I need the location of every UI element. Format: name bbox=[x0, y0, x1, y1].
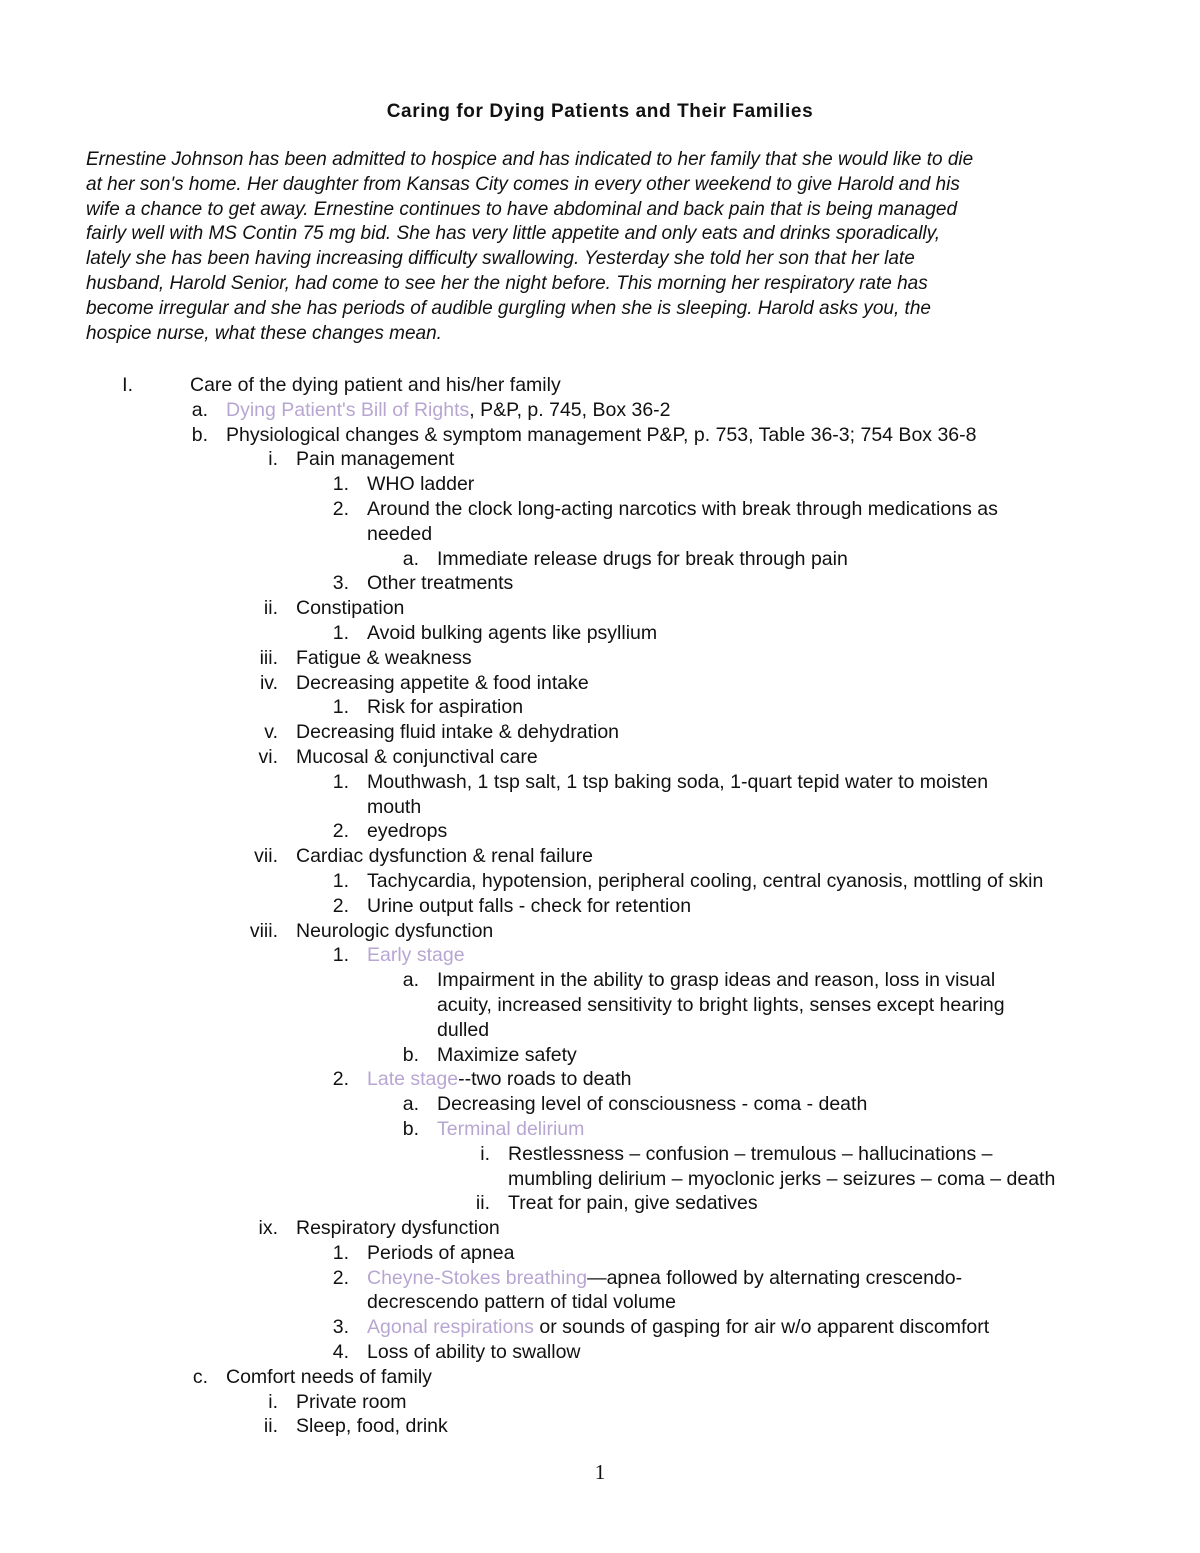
outline-text bbox=[367, 1266, 962, 1291]
outline-text bbox=[367, 894, 691, 919]
outline-text-part: Mucosal & conjunctival care bbox=[296, 745, 538, 768]
outline-item bbox=[0, 621, 1200, 646]
outline-item bbox=[0, 894, 1200, 919]
outline-item bbox=[0, 720, 1200, 745]
page-number: 1 bbox=[594, 1460, 606, 1484]
outline-text-part: , P&P, p. 745, Box 36-2 bbox=[469, 398, 671, 421]
outline-marker: 3. bbox=[332, 1316, 349, 1339]
outline-marker: 1. bbox=[332, 621, 349, 644]
outline-text bbox=[296, 646, 472, 671]
outline-text-part: Neurologic dysfunction bbox=[296, 919, 494, 942]
outline-item bbox=[0, 497, 1200, 522]
outline-item bbox=[0, 1167, 1200, 1192]
outline-item bbox=[0, 919, 1200, 944]
outline-item bbox=[0, 1117, 1200, 1142]
outline-item bbox=[0, 1067, 1200, 1092]
outline-item bbox=[0, 795, 1200, 820]
outline-text bbox=[296, 919, 493, 944]
outline-marker: 1. bbox=[332, 869, 349, 892]
outline-text-part: acuity, increased sensitivity to bright lights, senses except hearing bbox=[437, 993, 1005, 1016]
outline-item bbox=[0, 646, 1200, 671]
outline-item bbox=[0, 1414, 1200, 1439]
outline-text-part: Loss of ability to swallow bbox=[367, 1341, 581, 1364]
outline-item bbox=[0, 745, 1200, 770]
outline-item bbox=[0, 1340, 1200, 1365]
outline-item bbox=[0, 596, 1200, 621]
outline-item bbox=[0, 695, 1200, 720]
outline-item bbox=[0, 423, 1200, 448]
outline-marker: iv. bbox=[259, 671, 278, 694]
outline-text bbox=[437, 1043, 577, 1068]
outline-text bbox=[367, 1290, 676, 1315]
outline-text bbox=[367, 943, 465, 968]
outline-marker: 1. bbox=[332, 770, 349, 793]
highlighted-term: Early stage bbox=[367, 944, 465, 967]
outline-text-part: —apnea followed by alternating crescendo- bbox=[587, 1266, 963, 1289]
outline-text bbox=[296, 671, 589, 696]
outline-text-part: Restlessness – confusion – tremulous – hallucinations – bbox=[508, 1142, 993, 1165]
outline-item bbox=[0, 447, 1200, 472]
outline-text-part: Pain management bbox=[296, 448, 455, 471]
outline-text bbox=[437, 1117, 584, 1142]
outline-text bbox=[296, 447, 454, 472]
outline-text-part: mumbling delirium – myoclonic jerks – seizures – coma – death bbox=[508, 1167, 1056, 1190]
outline-text bbox=[296, 596, 404, 621]
outline-marker: 2. bbox=[332, 1266, 349, 1289]
outline-text bbox=[296, 1216, 500, 1241]
outline-item bbox=[0, 1315, 1200, 1340]
outline-item bbox=[0, 1390, 1200, 1415]
outline-item bbox=[0, 819, 1200, 844]
outline-text-part: Decreasing fluid intake & dehydration bbox=[296, 721, 620, 744]
outline-item bbox=[0, 1290, 1200, 1315]
intro-line: hospice nurse, what these changes mean. bbox=[86, 322, 442, 344]
outline-text bbox=[437, 1018, 489, 1043]
outline-text-part: eyedrops bbox=[367, 820, 448, 843]
outline-text bbox=[437, 993, 1005, 1018]
outline-marker: 2. bbox=[332, 894, 349, 917]
outline-marker: ii. bbox=[263, 1415, 278, 1438]
outline-text bbox=[508, 1191, 758, 1216]
highlighted-term: Dying Patient's Bill of Rights bbox=[226, 398, 470, 421]
outline-marker: viii. bbox=[249, 919, 278, 942]
outline-marker: 4. bbox=[332, 1341, 349, 1364]
outline-text-part: Cardiac dysfunction & renal failure bbox=[296, 845, 593, 868]
outline-text-part: mouth bbox=[367, 795, 422, 818]
outline-marker: 1. bbox=[332, 473, 349, 496]
outline-item bbox=[0, 671, 1200, 696]
outline-item bbox=[0, 770, 1200, 795]
outline-item bbox=[0, 1216, 1200, 1241]
outline-text-part: Mouthwash, 1 tsp salt, 1 tsp baking soda, 1-quart tepid water to moisten bbox=[367, 770, 989, 793]
outline-text-part: Constipation bbox=[296, 597, 405, 620]
outline-marker: a. bbox=[402, 1093, 419, 1116]
outline-text-part: Decreasing appetite & food intake bbox=[296, 671, 589, 694]
outline-text bbox=[296, 1414, 448, 1439]
outline-text-part: Care of the dying patient and his/her family bbox=[190, 374, 561, 396]
outline-text-part: Tachycardia, hypotension, peripheral cooling, central cyanosis, mottling of skin bbox=[367, 869, 1044, 892]
outline-text-part: Impairment in the ability to grasp ideas and reason, loss in visual bbox=[437, 969, 996, 992]
outline-item bbox=[0, 522, 1200, 547]
outline-text bbox=[367, 770, 988, 795]
outline-text bbox=[367, 472, 474, 497]
outline-text bbox=[367, 571, 513, 596]
outline-marker: I. bbox=[122, 374, 133, 396]
outline-text bbox=[367, 695, 523, 720]
outline-item bbox=[0, 943, 1200, 968]
outline-text-part: Physiological changes & symptom management P&P, p. 753, Table 36-3; 754 Box 36-8 bbox=[226, 423, 977, 446]
outline-item bbox=[0, 1043, 1200, 1068]
outline-marker: vii. bbox=[254, 845, 278, 868]
outline-text bbox=[226, 398, 671, 423]
outline-item bbox=[0, 1142, 1200, 1167]
outline-text bbox=[367, 1241, 514, 1266]
outline-item bbox=[0, 968, 1200, 993]
outline-item bbox=[0, 869, 1200, 894]
outline-marker: 1. bbox=[332, 1241, 349, 1264]
outline-marker: b. bbox=[402, 1043, 419, 1066]
outline-text bbox=[296, 1390, 407, 1415]
outline-text bbox=[367, 1315, 989, 1340]
outline-text-part: Immediate release drugs for break through pain bbox=[437, 547, 848, 570]
outline-marker: b. bbox=[402, 1117, 419, 1140]
outline-text bbox=[437, 547, 848, 572]
outline-marker: vi. bbox=[258, 745, 278, 768]
outline-item bbox=[0, 472, 1200, 497]
outline-marker: a. bbox=[402, 547, 419, 570]
highlighted-term: Late stage bbox=[367, 1068, 459, 1091]
outline-text-part: Treat for pain, give sedatives bbox=[508, 1192, 758, 1215]
outline-text-part: Around the clock long-acting narcotics with break through medications as bbox=[367, 497, 998, 520]
outline-text bbox=[367, 497, 998, 522]
case-study-paragraph bbox=[86, 148, 1126, 346]
outline-text-part: Respiratory dysfunction bbox=[296, 1217, 500, 1240]
outline-marker: a. bbox=[191, 398, 208, 421]
outline-text bbox=[437, 968, 995, 993]
outline-text bbox=[226, 1365, 432, 1390]
outline-text-part: dulled bbox=[437, 1018, 490, 1041]
outline-marker: 2. bbox=[332, 820, 349, 843]
outline-text-part: or sounds of gasping for air w/o apparent discomfort bbox=[533, 1316, 990, 1339]
outline-text-part: Private room bbox=[296, 1390, 407, 1413]
outline-marker: ix. bbox=[258, 1217, 278, 1240]
outline-marker: i. bbox=[268, 448, 278, 471]
outline-marker: iii. bbox=[259, 646, 278, 669]
outline-text-part: Decreasing level of consciousness - coma - death bbox=[437, 1093, 868, 1116]
highlighted-term: Cheyne-Stokes breathing bbox=[367, 1266, 588, 1289]
outline-text bbox=[296, 745, 538, 770]
outline-marker: ii. bbox=[475, 1192, 490, 1215]
outline-text-part: Periods of apnea bbox=[367, 1241, 515, 1264]
outline-marker: ii. bbox=[263, 597, 278, 620]
outline-text-part: Maximize safety bbox=[437, 1043, 577, 1066]
outline-text-part: needed bbox=[367, 522, 433, 545]
outline-marker: a. bbox=[402, 969, 419, 992]
outline-text bbox=[508, 1167, 1055, 1192]
outline-text bbox=[367, 621, 657, 646]
outline-text-part: Comfort needs of family bbox=[226, 1365, 432, 1388]
outline-text-part: WHO ladder bbox=[367, 473, 475, 496]
outline-text bbox=[367, 795, 421, 820]
outline-marker: 2. bbox=[332, 497, 349, 520]
outline-text bbox=[437, 1092, 867, 1117]
outline-text-part: decrescendo pattern of tidal volume bbox=[367, 1291, 676, 1314]
outline-text-part: --two roads to death bbox=[458, 1068, 632, 1091]
document-title: Caring for Dying Patients and Their Families bbox=[386, 101, 814, 122]
outline-text-part: Other treatments bbox=[367, 572, 514, 595]
intro-line: Ernestine Johnson has been admitted to hospice and has indicated to her family that she would like to die bbox=[86, 149, 974, 170]
outline-item bbox=[0, 398, 1200, 423]
outline-item bbox=[0, 547, 1200, 572]
outline-item bbox=[0, 1266, 1200, 1291]
outline-marker: i. bbox=[268, 1390, 278, 1413]
topic-outline bbox=[0, 373, 1200, 1439]
outline-marker: 3. bbox=[332, 572, 349, 595]
outline-text-part: Sleep, food, drink bbox=[296, 1415, 448, 1438]
outline-item bbox=[0, 1092, 1200, 1117]
outline-text bbox=[367, 869, 1043, 894]
outline-text-part: Urine output falls - check for retention bbox=[367, 894, 692, 917]
outline-marker: b. bbox=[191, 423, 208, 446]
intro-line: at her son's home. Her daughter from Kansas City comes in every other weekend to give Harold and his bbox=[86, 173, 960, 195]
outline-text bbox=[296, 720, 619, 745]
outline-text bbox=[367, 819, 447, 844]
outline-text-part: Fatigue & weakness bbox=[296, 646, 472, 669]
outline-text-part: Risk for aspiration bbox=[367, 696, 524, 719]
outline-text bbox=[190, 373, 561, 398]
outline-marker: 1. bbox=[332, 696, 349, 719]
outline-text bbox=[367, 1067, 632, 1092]
outline-text bbox=[367, 1340, 581, 1365]
outline-marker: 1. bbox=[332, 944, 349, 967]
outline-marker: 2. bbox=[332, 1068, 349, 1091]
highlighted-term: Agonal respirations bbox=[367, 1316, 534, 1339]
outline-marker: c. bbox=[192, 1365, 208, 1388]
outline-item bbox=[0, 1241, 1200, 1266]
outline-item bbox=[0, 1018, 1200, 1043]
outline-text bbox=[226, 423, 976, 448]
outline-item bbox=[0, 1191, 1200, 1216]
intro-line: become irregular and she has periods of audible gurgling when she is sleeping. Harold asks you, the bbox=[86, 297, 931, 319]
outline-item bbox=[0, 844, 1200, 869]
highlighted-term: Terminal delirium bbox=[437, 1117, 585, 1140]
outline-marker: i. bbox=[480, 1142, 490, 1165]
outline-text bbox=[296, 844, 593, 869]
outline-text bbox=[367, 522, 432, 547]
outline-marker: v. bbox=[264, 721, 278, 744]
intro-line: wife a chance to get away. Ernestine continues to have abdominal and back pain that is being managed bbox=[86, 198, 958, 220]
outline-item bbox=[0, 993, 1200, 1018]
intro-line: lately she has been having increasing difficulty swallowing. Yesterday she told her son that her late bbox=[86, 248, 915, 270]
outline-text-part: Avoid bulking agents like psyllium bbox=[367, 621, 658, 644]
outline-item bbox=[0, 373, 1200, 398]
outline-text bbox=[508, 1142, 993, 1167]
intro-line: husband, Harold Senior, had come to see her the night before. This morning her respiratory rate has bbox=[86, 272, 928, 294]
outline-item bbox=[0, 1365, 1200, 1390]
intro-line: fairly well with MS Contin 75 mg bid. She has very little appetite and only eats and drinks sporadically, bbox=[86, 223, 941, 245]
outline-item bbox=[0, 571, 1200, 596]
